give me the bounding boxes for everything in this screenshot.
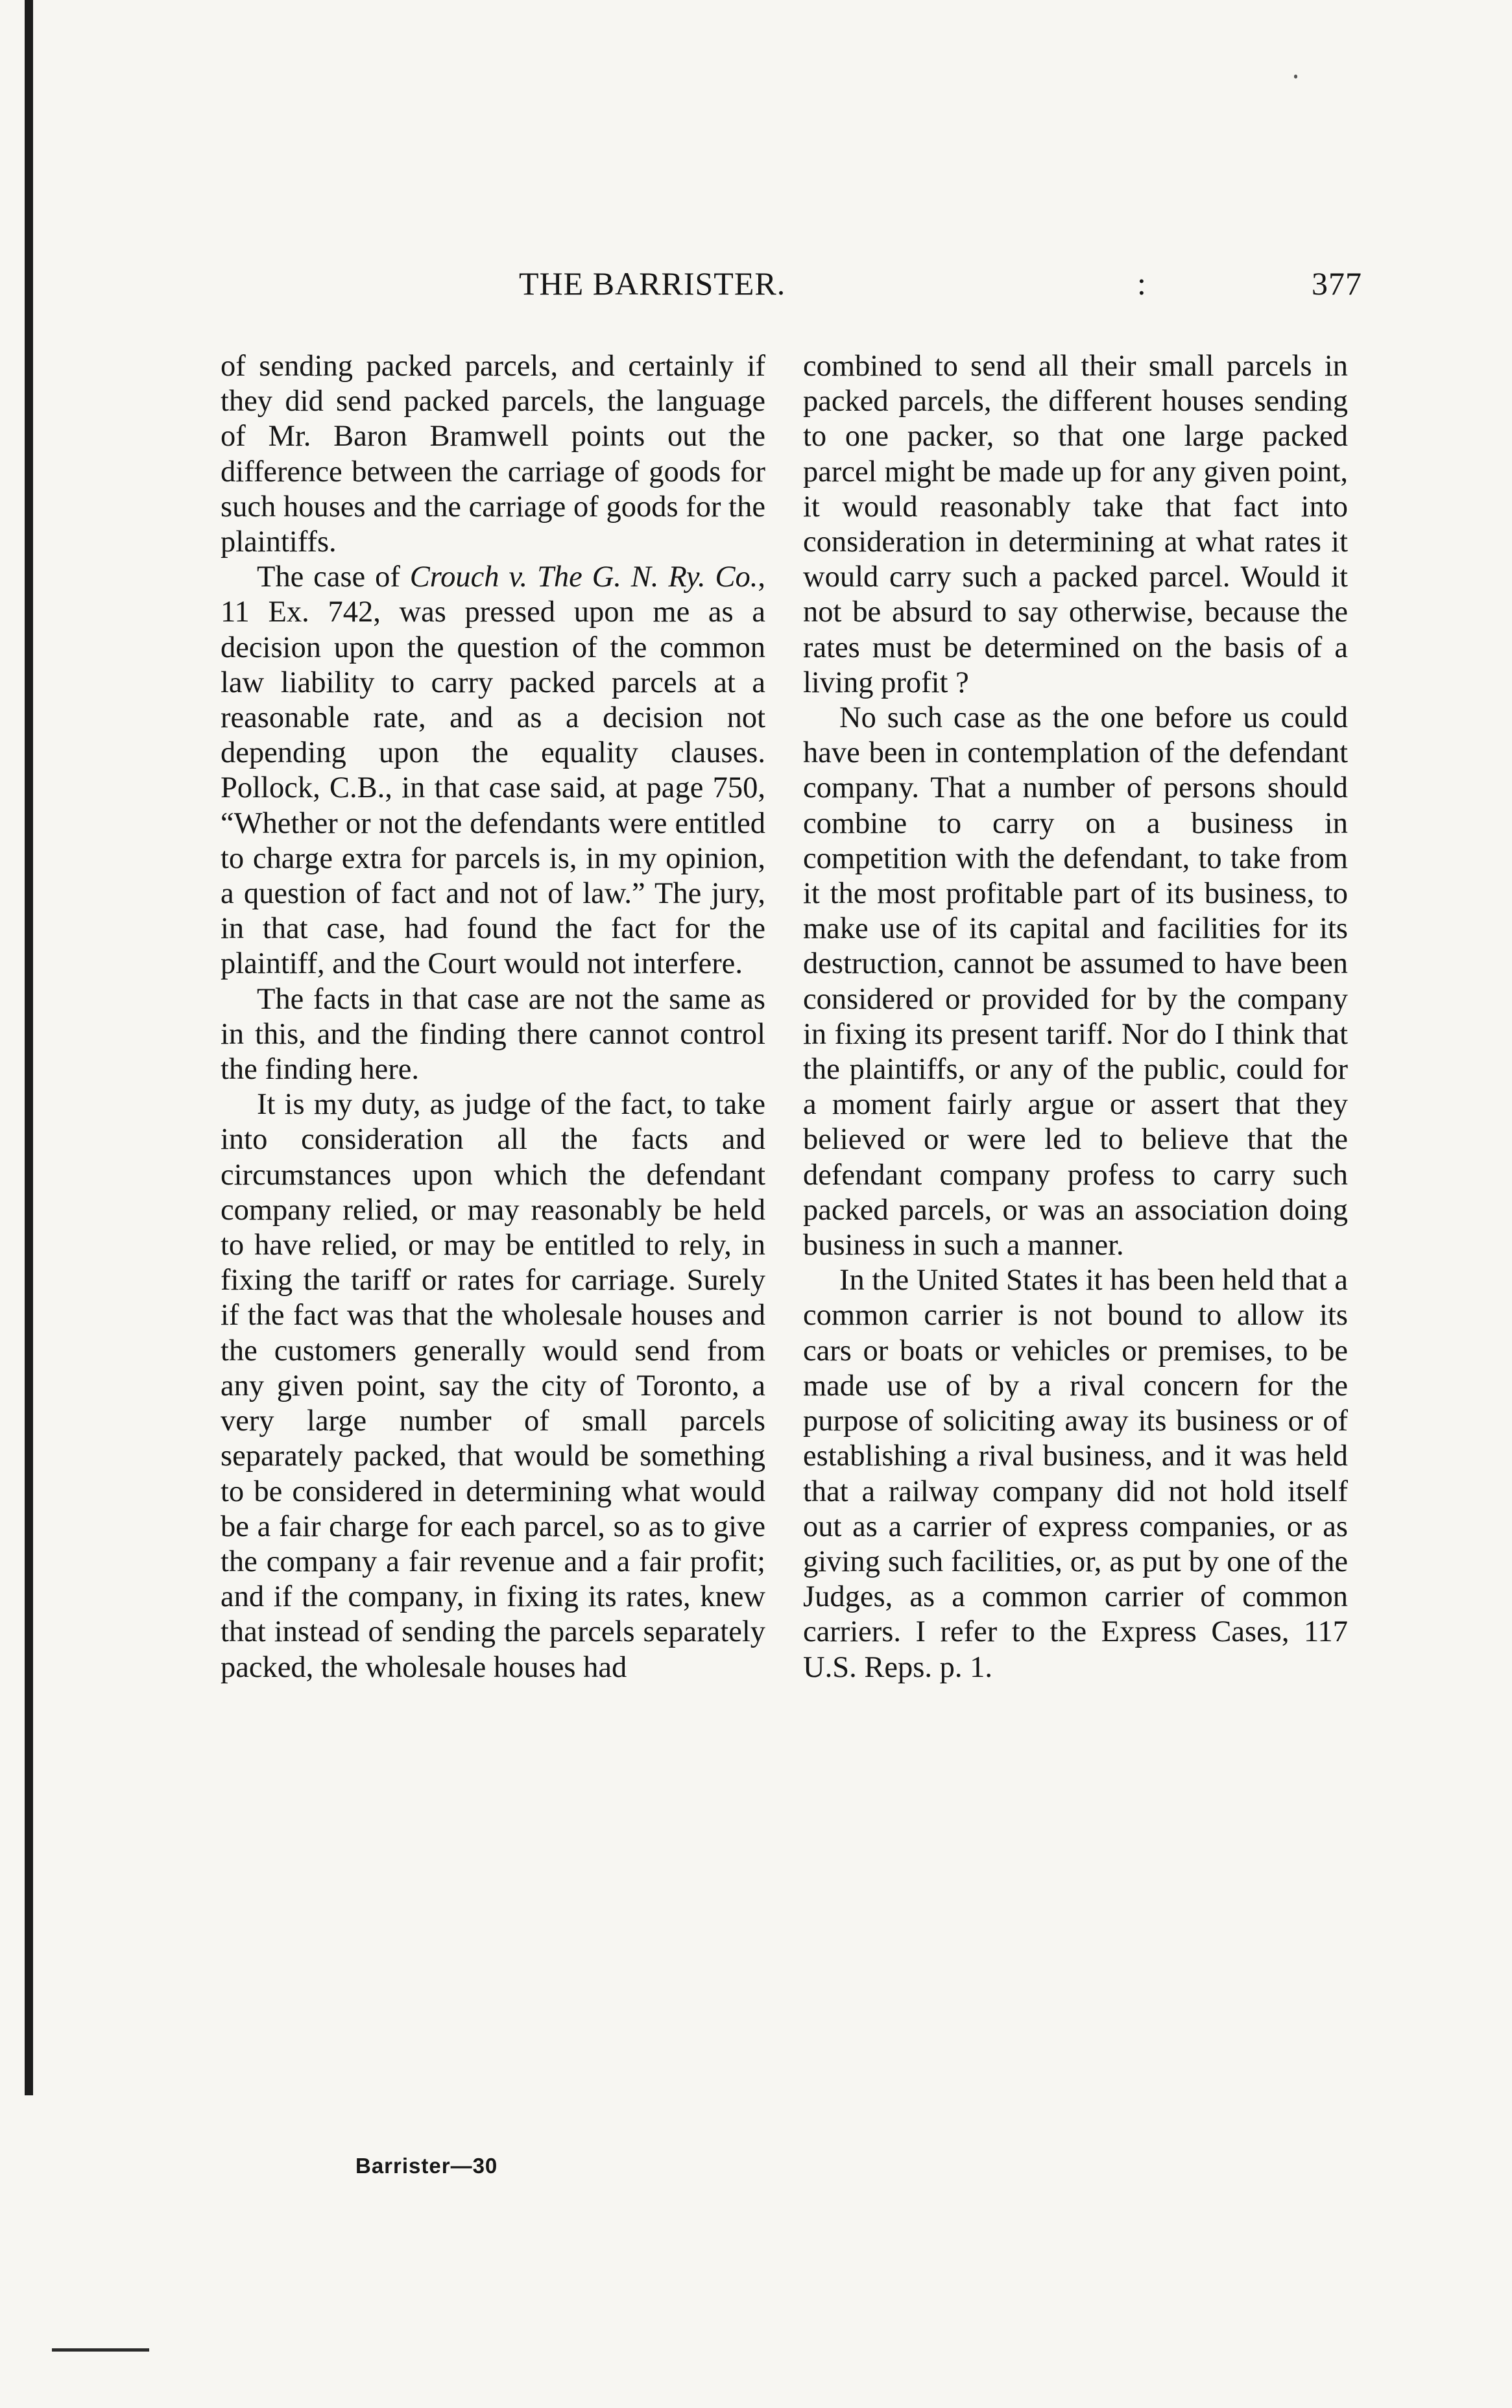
paragraph-no-such-case: No such case as the one before us could have been in contemplation of the defendant company. That a number of persons should combine to carry on a business in competition with the defendant, to take from it the most profitable part of its business, to make use of its capital and facilities for its destruction, cannot be assumed to have been considered or provided for by the company in fixing its present tariff. Nor do I think that the plaintiffs, or any of the public, could for a moment fairly argue or assert that they believed or were led to believe that the defendant company profess to carry such packed parcels, or was an association doing business in such a manner. [803,701,1348,1262]
binding-edge-mark [52,2348,149,2352]
paragraph-continuation: combined to send all their small parcels in packed parcels, the different houses sending to one packer, so that one large packed parcel might be made up for any given point, it would reasonably take that fact into consideration in determining at what rates it would carry such a packed parcel. Would it not be absurd to say otherwise, because the rates must be determined on the basis of a living profit ? [803,350,1348,699]
header-separator: : [1137,265,1147,302]
signature-mark: Barrister—30 [355,2154,498,2178]
right-column [803,349,1348,1685]
running-header [221,265,1362,310]
paragraph-continuation: of sending packed parcels, and certainly if they did send packed parcels, the language of Mr. Baron Bramwell points out the difference between the carriage of goods for such houses and the carriage of goods for the plaintiffs. [221,350,765,559]
page-number: 377 [1312,265,1362,302]
binding-edge-line [25,0,33,2095]
left-column [221,349,765,1685]
paragraph-text: , 11 Ex. 742, was pressed upon me as a decision upon the question of the common law liability to carry packed parcels at a reasonable rate, and as a decision not depending upon the equality clauses. Pollock, C.B., in that case said, at page 750, “Whether or not the defendants were entitled to charge extra for parcels is, in my opinion, a question of fact and not of law.” The jury, in that case, had found the fact for the plaintiff, and the Court would not interfere. [221,560,765,981]
ink-speck [1294,75,1297,78]
journal-title: THE BARRISTER. [519,265,786,302]
paragraph-united-states: In the United States it has been held that a common carrier is not bound to allow its cars or boats or vehicles or premises, to be made use of by a rival concern for the purpose of soliciting away its business or of establishing a rival business, and it was held that a railway company did not hold itself out as a carrier of express companies, or as giving such facilities, or, as put by one of the Judges, as a common carrier of common carriers. I refer to the Express Cases, 117 U.S. Reps. p. 1. [803,1264,1348,1684]
case-citation: Crouch v. The G. N. Ry. Co. [409,560,758,594]
paragraph-judge-duty: It is my duty, as judge of the fact, to take into consideration all the facts and circumstances upon which the defendant company relied, or may reasonably be held to have relied, or may be entitled to rely, in fixing the tariff or rates for carriage. Surely if the fact was that the wholesale houses and the customers generally would send from any given point, say the city of Toronto, a very large number of small parcels separately packed, that would be something to be considered in determining what would be a fair charge for each parcel, so as to give the company a fair revenue and a fair profit; and if the company, in fixing its rates, knew that instead of sending the parcels separately packed, the wholesale houses had [221,1088,765,1684]
paragraph-crouch-case [221,560,765,981]
paragraph-text: The case of [257,560,410,594]
paragraph-facts-differ: The facts in that case are not the same as in this, and the finding there cannot control the finding here. [221,982,765,1087]
